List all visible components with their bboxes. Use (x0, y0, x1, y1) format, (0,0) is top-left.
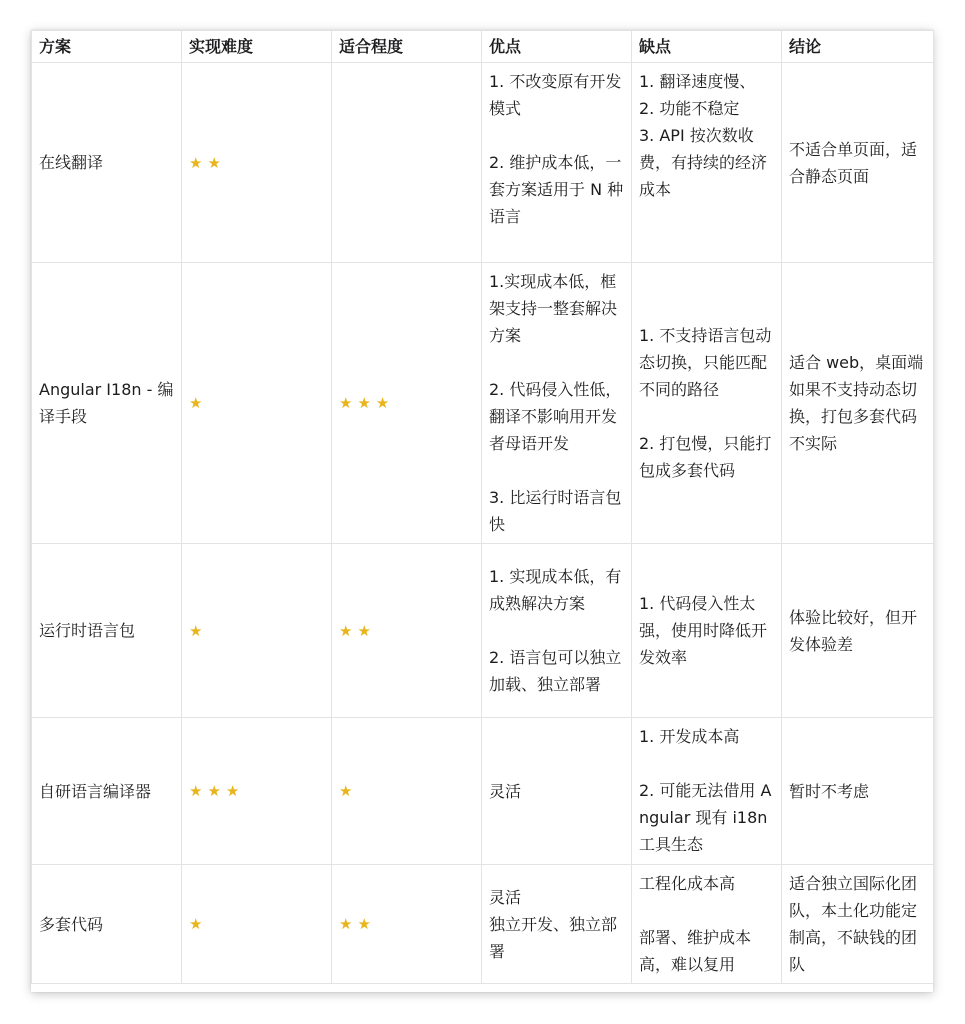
fit-cell (332, 263, 482, 544)
scheme-cell: 自研语言编译器 (32, 718, 182, 865)
star-icon: ★★★ (339, 394, 395, 412)
scheme-cell: 多套代码 (32, 865, 182, 984)
pros-cell (482, 544, 632, 718)
header-cell-conclusion: 结论 (782, 31, 934, 63)
header-cell-fit: 适合程度 (332, 31, 482, 63)
scheme-cell: Angular I18n - 编译手段 (32, 263, 182, 544)
cons-item: 2. 可能无法借用 Angular 现有 i18n 工具生态 (639, 781, 773, 854)
cons-cell (632, 865, 782, 984)
conclusion-cell: 暂时不考虑 (782, 718, 934, 865)
header-cell-cons: 缺点 (632, 31, 782, 63)
star-icon: ★ (189, 394, 208, 412)
pros-cell: 灵活 独立开发、独立部署 (482, 865, 632, 984)
cons-cell (632, 544, 782, 718)
star-icon: ★★ (339, 621, 376, 640)
conclusion-cell: 不适合单页面，适合静态页面 (782, 63, 934, 263)
cons-item: 2. 功能不稳定 (639, 99, 740, 118)
table-row (32, 544, 934, 718)
cons-item: 3. API 按次数收费，有持续的经济成本 (639, 126, 768, 199)
fit-cell (332, 865, 482, 984)
cons-item: 1. 不支持语言包动态切换，只能匹配不同的路径 (639, 326, 772, 399)
table-row (32, 718, 934, 865)
table-row (32, 865, 934, 984)
fit-cell (332, 63, 482, 263)
star-icon: ★★ (189, 153, 226, 172)
pros-item: 1. 不改变原有开发模式 (489, 72, 622, 118)
difficulty-cell (182, 718, 332, 865)
cons-item: 2. 打包慢，只能打包成多套代码 (639, 434, 772, 480)
pros-item: 2. 语言包可以独立加载、独立部署 (489, 648, 622, 694)
fit-cell (332, 718, 482, 865)
cons-cell (632, 263, 782, 544)
cons-item: 1. 开发成本高 (639, 727, 740, 746)
scheme-cell: 在线翻译 (32, 63, 182, 263)
cons-item: 部署、维护成本高，难以复用 (639, 928, 752, 974)
header-cell-difficulty: 实现难度 (182, 31, 332, 63)
star-icon: ★★★ (189, 782, 245, 800)
difficulty-cell (182, 63, 332, 263)
scheme-cell: 运行时语言包 (32, 544, 182, 718)
pros-cell (482, 63, 632, 263)
star-icon: ★ (189, 915, 208, 933)
comparison-table-card (31, 30, 933, 992)
header-cell-scheme: 方案 (32, 31, 182, 63)
comparison-table (31, 30, 934, 984)
conclusion-cell: 适合独立国际化团队，本土化功能定制高，不缺钱的团队 (782, 865, 934, 984)
cons-cell (632, 718, 782, 865)
pros-cell (482, 263, 632, 544)
cons-item: 1. 代码侵入性太强，使用时降低开发效率 (639, 594, 768, 667)
difficulty-cell (182, 263, 332, 544)
star-icon: ★★ (339, 915, 376, 933)
cons-item: 1. 翻译速度慢、 (639, 72, 756, 91)
fit-cell (332, 544, 482, 718)
table-row (32, 263, 934, 544)
header-cell-pros: 优点 (482, 31, 632, 63)
difficulty-cell (182, 865, 332, 984)
cons-item: 工程化成本高 (639, 874, 736, 893)
pros-item: 2. 维护成本低，一套方案适用于 N 种语言 (489, 153, 624, 226)
conclusion-cell: 体验比较好，但开发体验差 (782, 544, 934, 718)
pros-cell: 灵活 (482, 718, 632, 865)
pros-item: 2. 代码侵入性低，翻译不影响用开发者母语开发 (489, 380, 622, 453)
difficulty-cell (182, 544, 332, 718)
pros-item: 1. 实现成本低，有成熟解决方案 (489, 567, 622, 613)
table-header-row (32, 31, 934, 63)
conclusion-cell: 适合 web，桌面端如果不支持动态切换，打包多套代码不实际 (782, 263, 934, 544)
pros-item: 1.实现成本低，框架支持一整套解决方案 (489, 272, 618, 345)
table-row (32, 63, 934, 263)
star-icon: ★ (189, 621, 208, 640)
star-icon: ★ (339, 782, 358, 800)
cons-cell (632, 63, 782, 263)
pros-item: 3. 比运行时语言包快 (489, 488, 622, 534)
